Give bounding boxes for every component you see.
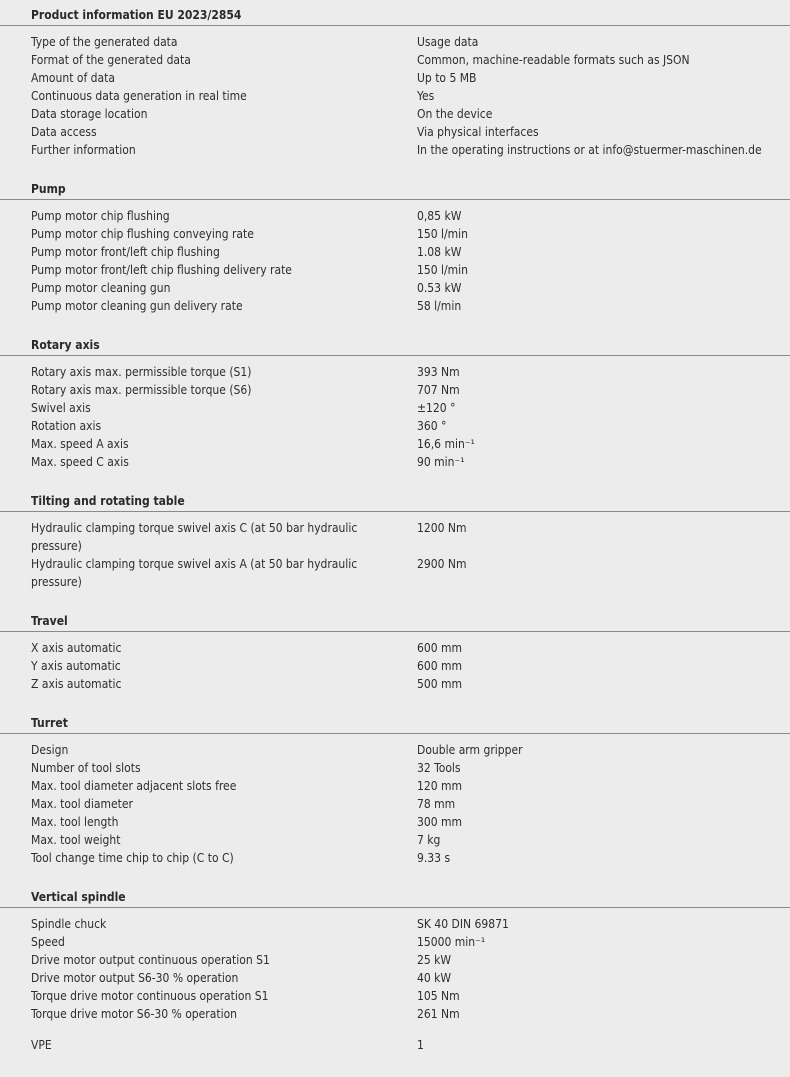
spec-row: [0, 363, 790, 381]
spec-label: X axis automatic: [31, 641, 122, 655]
spec-label: Torque drive motor S6-30 % operation: [31, 1007, 238, 1021]
spec-row: [0, 657, 790, 675]
spec-label: Format of the generated data: [31, 53, 191, 67]
spec-row: [0, 279, 790, 297]
spec-row: [0, 519, 790, 555]
section-gap: [0, 159, 790, 180]
spec-label: Hydraulic clamping torque swivel axis A (at 50 bar hydraulic pressure): [31, 557, 358, 589]
spec-label: Max. tool diameter adjacent slots free: [31, 779, 237, 793]
spec-value: 261 Nm: [417, 1007, 460, 1021]
spec-value: 0.53 kW: [417, 281, 462, 295]
spec-label: Tool change time chip to chip (C to C): [31, 851, 234, 865]
spec-section: [0, 888, 790, 1023]
spec-value: Yes: [417, 89, 435, 103]
spec-label: Type of the generated data: [31, 35, 178, 49]
spec-row: [0, 33, 790, 51]
spec-value: 500 mm: [417, 677, 463, 691]
spec-row: [0, 795, 790, 813]
spec-row: [0, 105, 790, 123]
spec-row: [0, 297, 790, 315]
spec-label: Pump motor cleaning gun delivery rate: [31, 299, 243, 313]
spec-section: [0, 612, 790, 693]
spec-value: 25 kW: [417, 953, 452, 967]
spec-value: 7 kg: [417, 833, 441, 847]
spec-row: [0, 225, 790, 243]
spec-row: [0, 849, 790, 867]
section-gap: [0, 591, 790, 612]
spec-label: Swivel axis: [31, 401, 91, 415]
spec-value: 393 Nm: [417, 365, 460, 379]
spec-value: 105 Nm: [417, 989, 460, 1003]
spec-label: Drive motor output S6-30 % operation: [31, 971, 239, 985]
spec-row: [0, 1005, 790, 1023]
spec-row: [0, 51, 790, 69]
spec-label: Drive motor output continuous operation S1: [31, 953, 270, 967]
spec-value: 9.33 s: [417, 851, 451, 865]
spec-value: 40 kW: [417, 971, 452, 985]
spec-row: [0, 777, 790, 795]
spec-value: ±120 °: [417, 401, 456, 415]
spec-label: Further information: [31, 143, 136, 157]
spec-row: [0, 207, 790, 225]
spec-label: Amount of data: [31, 71, 115, 85]
spec-row: [0, 435, 790, 453]
spec-row: [0, 69, 790, 87]
spec-row: [0, 417, 790, 435]
spec-row: [0, 675, 790, 693]
spec-label: Continuous data generation in real time: [31, 89, 247, 103]
spec-label: Pump motor front/left chip flushing: [31, 245, 220, 259]
section-gap: [0, 867, 790, 888]
spec-label: Pump motor cleaning gun: [31, 281, 171, 295]
vpe-label: VPE: [31, 1038, 52, 1052]
section-gap: [0, 693, 790, 714]
spec-label: Speed: [31, 935, 65, 949]
spec-value: Double arm gripper: [417, 743, 523, 757]
spec-section: [0, 714, 790, 867]
spec-label: Pump motor chip flushing conveying rate: [31, 227, 254, 241]
spec-value: 32 Tools: [417, 761, 461, 775]
spec-section: [0, 180, 790, 315]
spec-value: 1.08 kW: [417, 245, 462, 259]
spec-value: 16,6 min⁻¹: [417, 437, 475, 451]
spec-row: [0, 759, 790, 777]
spec-label: Y axis automatic: [31, 659, 121, 673]
spec-label: Data storage location: [31, 107, 148, 121]
section-gap: [0, 471, 790, 492]
spec-value: On the device: [417, 107, 493, 121]
spec-row: [0, 987, 790, 1005]
spec-value: 0,85 kW: [417, 209, 462, 223]
spec-value: 90 min⁻¹: [417, 455, 465, 469]
vpe-value: 1: [417, 1038, 424, 1052]
spec-value: 707 Nm: [417, 383, 460, 397]
spec-label: Torque drive motor continuous operation S1: [31, 989, 269, 1003]
spec-value: 120 mm: [417, 779, 463, 793]
spec-row: [0, 381, 790, 399]
spec-value: 600 mm: [417, 641, 463, 655]
spec-value: 58 l/min: [417, 299, 462, 313]
spec-label: Data access: [31, 125, 97, 139]
spec-value: 600 mm: [417, 659, 463, 673]
spec-value: 360 °: [417, 419, 447, 433]
section-gap: [0, 315, 790, 336]
spec-label: Z axis automatic: [31, 677, 122, 691]
spec-label: Pump motor chip flushing: [31, 209, 170, 223]
spec-row: [0, 243, 790, 261]
spec-row: [0, 933, 790, 951]
spec-value: 150 l/min: [417, 263, 469, 277]
spec-label: Hydraulic clamping torque swivel axis C (at 50 bar hydraulic pressure): [31, 521, 358, 553]
spec-value: 1200 Nm: [417, 521, 467, 535]
spec-value: Usage data: [417, 35, 479, 49]
spec-row: [0, 453, 790, 471]
spec-row: [0, 555, 790, 591]
spec-row: [0, 951, 790, 969]
spec-value: Common, machine-readable formats such as JSON: [417, 53, 690, 67]
section-title: Vertical spindle: [0, 888, 790, 908]
spec-row: [0, 123, 790, 141]
spec-value: SK 40 DIN 69871: [417, 917, 509, 931]
spec-value: 2900 Nm: [417, 557, 467, 571]
spec-row: [0, 639, 790, 657]
spec-label: Max. speed C axis: [31, 455, 129, 469]
spec-section: [0, 6, 790, 159]
section-title: Rotary axis: [0, 336, 790, 356]
spec-row: [0, 87, 790, 105]
section-title: Tilting and rotating table: [0, 492, 790, 512]
spec-label: Max. speed A axis: [31, 437, 129, 451]
spec-label: Design: [31, 743, 69, 757]
section-title: Travel: [0, 612, 790, 632]
section-title: Product information EU 2023/2854: [0, 6, 790, 26]
spec-label: Spindle chuck: [31, 917, 107, 931]
spec-row: [0, 831, 790, 849]
spec-row: [0, 915, 790, 933]
spec-row: [0, 141, 790, 159]
spec-section: [0, 336, 790, 471]
section-title: Turret: [0, 714, 790, 734]
spec-label: Max. tool length: [31, 815, 119, 829]
spec-row: [0, 813, 790, 831]
spec-value: 15000 min⁻¹: [417, 935, 486, 949]
spec-row: [0, 969, 790, 987]
spec-row: [0, 261, 790, 279]
spec-label: Rotary axis max. permissible torque (S1): [31, 365, 252, 379]
spec-label: Pump motor front/left chip flushing delivery rate: [31, 263, 292, 277]
spec-label: Rotary axis max. permissible torque (S6): [31, 383, 252, 397]
spec-label: Max. tool weight: [31, 833, 121, 847]
spec-value: 300 mm: [417, 815, 463, 829]
spec-section: [0, 492, 790, 591]
spec-value: Via physical interfaces: [417, 125, 539, 139]
spec-label: Max. tool diameter: [31, 797, 133, 811]
spec-row: [0, 741, 790, 759]
spec-value: 78 mm: [417, 797, 456, 811]
spec-label: Number of tool slots: [31, 761, 141, 775]
spec-value: 150 l/min: [417, 227, 469, 241]
spec-value: Up to 5 MB: [417, 71, 477, 85]
spec-value: In the operating instructions or at info@stuermer-maschinen.de: [417, 143, 762, 157]
vpe-row: [0, 1036, 790, 1054]
section-title: Pump: [0, 180, 790, 200]
spec-label: Rotation axis: [31, 419, 102, 433]
spec-row: [0, 399, 790, 417]
